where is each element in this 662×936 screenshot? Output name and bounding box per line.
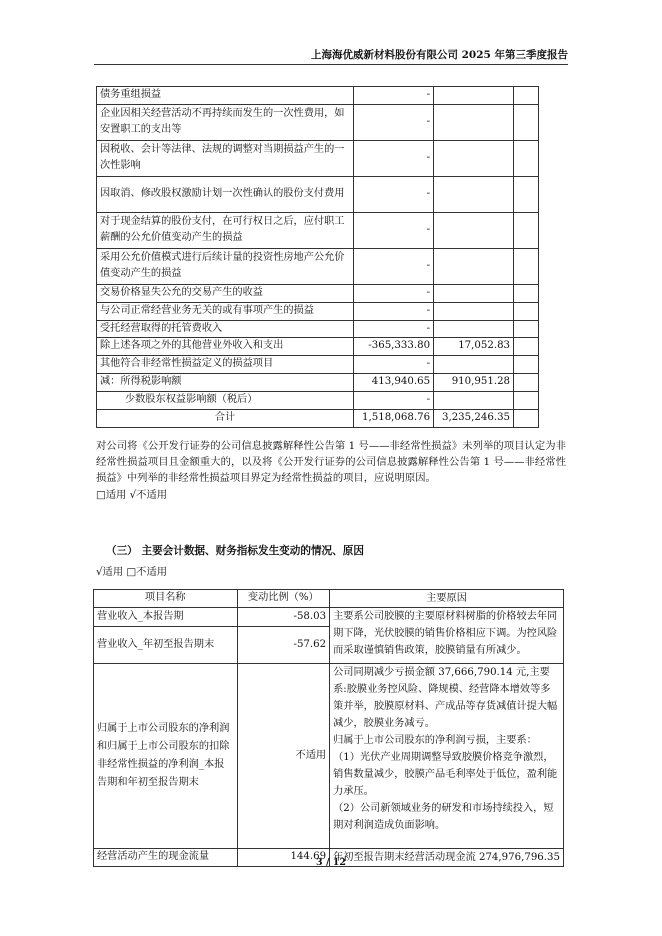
ytd-cell [434, 104, 514, 140]
current-cell: - [354, 284, 434, 302]
table-row [97, 212, 539, 248]
current-cell: - [354, 140, 434, 176]
item-cell: 因取消、修改股权激励计划一次性确认的股份支付费用 [97, 176, 354, 212]
note-cell [514, 140, 539, 176]
current-cell: 1,518,068.76 [354, 410, 434, 428]
ytd-cell [434, 356, 514, 374]
item-cell: 受托经营取得的托管费收入 [97, 320, 354, 338]
column-header: 项目名称 [94, 590, 238, 608]
item-name-cell: 经营活动产生的现金流量 [94, 849, 238, 867]
item-name-cell: 营业收入_本报告期 [94, 608, 238, 627]
table-row [97, 356, 539, 374]
table-row [97, 320, 539, 338]
table-row [97, 410, 539, 428]
report-header: 上海海优威新材料股份有限公司 2025 年第三季度报告 [310, 49, 568, 61]
applicability-flag: √适用 □不适用 [96, 566, 168, 578]
section-title: （三） 主要会计数据、财务指标发生变动的情况、原因 [106, 545, 364, 557]
reason-paragraph: 归属于上市公司股东的净利润亏损，主要系： [333, 735, 537, 746]
item-cell: 企业因相关经营活动不再持续而发生的一次性费用，如安置职工的支出等 [97, 104, 354, 140]
item-name-cell: 营业收入_年初至报告期末 [94, 627, 238, 664]
reason-paragraph: （1）光伏产业周期调整导致胶膜价格竞争激烈，销售数量减少，胶膜产品毛利率处于低位，盈利能力承压。 [333, 752, 558, 797]
ratio-cell: -57.62 [237, 627, 330, 664]
ytd-cell [434, 176, 514, 212]
item-name-cell: 归属于上市公司股东的净利润和归属于上市公司股东的扣除非经常性损益的净利润_本报告期和年初至报告期末 [94, 664, 238, 849]
note-cell [514, 320, 539, 338]
note-cell [514, 248, 539, 284]
note-cell [514, 374, 539, 392]
current-cell: - [354, 320, 434, 338]
table-row [97, 248, 539, 284]
current-cell: 413,940.65 [354, 374, 434, 392]
reason-paragraph: 公司同期减少亏损金额 37,666,790.14 元,主要系:胶膜业务控风险、降规模、经营降本增效等多策并举，胶膜原材料、产成品等存货减值计提大幅减少，胶膜业务减亏。 [333, 667, 558, 729]
table-row [97, 338, 539, 356]
note-cell [514, 87, 539, 105]
note-cell [514, 212, 539, 248]
item-cell: 除上述各项之外的其他营业外收入和支出 [97, 338, 354, 356]
item-cell: 其他符合非经常性损益定义的损益项目 [97, 356, 354, 374]
table-row [97, 392, 539, 410]
reason-cell: 年初至报告期末经营活动现金流 274,976,796.35 [330, 849, 564, 867]
table-header-row [94, 590, 564, 608]
note-cell [514, 302, 539, 320]
table-row [97, 104, 539, 140]
item-cell: 对于现金结算的股份支付，在可行权日之后，应付职工薪酬的公允价值变动产生的损益 [97, 212, 354, 248]
note-cell [514, 410, 539, 428]
current-cell: -365,333.80 [354, 338, 434, 356]
item-cell: 少数股东权益影响额（税后） [97, 392, 354, 410]
current-cell: - [354, 87, 434, 105]
item-cell: 债务重组损益 [97, 87, 354, 105]
total-label-cell: 合计 [97, 410, 354, 428]
ytd-cell: 910,951.28 [434, 374, 514, 392]
table-row [97, 374, 539, 392]
item-cell: 因税收、会计等法律、法规的调整对当期损益产生的一次性影响 [97, 140, 354, 176]
ratio-cell: 不适用 [237, 664, 330, 849]
ytd-cell: 3,235,246.35 [434, 410, 514, 428]
current-cell: - [354, 392, 434, 410]
ytd-cell [434, 248, 514, 284]
current-cell: - [354, 104, 434, 140]
column-header: 变动比例（%） [237, 590, 330, 608]
ratio-cell: 144.69 [237, 849, 330, 867]
item-cell: 减：所得税影响额 [97, 374, 354, 392]
note-cell [514, 176, 539, 212]
header-divider [94, 64, 568, 65]
current-cell: - [354, 212, 434, 248]
ytd-cell [434, 140, 514, 176]
table-row [94, 608, 564, 627]
page-number: 3 / 12 [316, 857, 346, 868]
table-row [97, 87, 539, 105]
ytd-cell: 17,052.83 [434, 338, 514, 356]
item-cell: 与公司正常经营业务无关的或有事项产生的损益 [97, 302, 354, 320]
current-cell: - [354, 302, 434, 320]
current-cell: - [354, 176, 434, 212]
current-cell: - [354, 248, 434, 284]
change-reasons-table [93, 589, 564, 867]
note-cell [514, 356, 539, 374]
applicability-flag: □适用 √不适用 [96, 489, 168, 501]
note-cell [514, 104, 539, 140]
explanation-paragraph: 对公司将《公开发行证券的公司信息披露解释性公告第 1 号——非经常性损益》未列举的项目认定为非经常性损益项目且金额重大的，以及将《公开发行证券的公司信息披露解释性公告第 1 号——非经常性损益》中列举的非经常性损益项目界定为经常性损益的项目，应说明原因。 [96, 440, 566, 484]
note-cell [514, 284, 539, 302]
ytd-cell [434, 302, 514, 320]
current-cell: - [354, 356, 434, 374]
item-cell: 交易价格显失公允的交易产生的收益 [97, 284, 354, 302]
reason-cell [330, 664, 564, 849]
table-row [97, 302, 539, 320]
ytd-cell [434, 392, 514, 410]
ytd-cell [434, 212, 514, 248]
column-header: 主要原因 [330, 590, 564, 608]
note-cell [514, 392, 539, 410]
ytd-cell [434, 320, 514, 338]
table-row [97, 176, 539, 212]
table-row [97, 284, 539, 302]
note-cell [514, 338, 539, 356]
reason-cell: 主要系公司胶膜的主要原材料树脂的价格较去年同期下降，光伏胶膜的销售价格相应下调。为控风险而采取谨慎销售政策，胶膜销量有所减少。 [330, 608, 564, 664]
ratio-cell: -58.03 [237, 608, 330, 627]
ytd-cell [434, 87, 514, 105]
non-recurring-gains-table [96, 86, 539, 428]
table-row [94, 664, 564, 849]
table-row [97, 140, 539, 176]
ytd-cell [434, 284, 514, 302]
item-cell: 采用公允价值模式进行后续计量的投资性房地产公允价值变动产生的损益 [97, 248, 354, 284]
reason-paragraph: （2）公司新领域业务的研发和市场持续投入，短期对利润造成负面影响。 [333, 803, 554, 831]
